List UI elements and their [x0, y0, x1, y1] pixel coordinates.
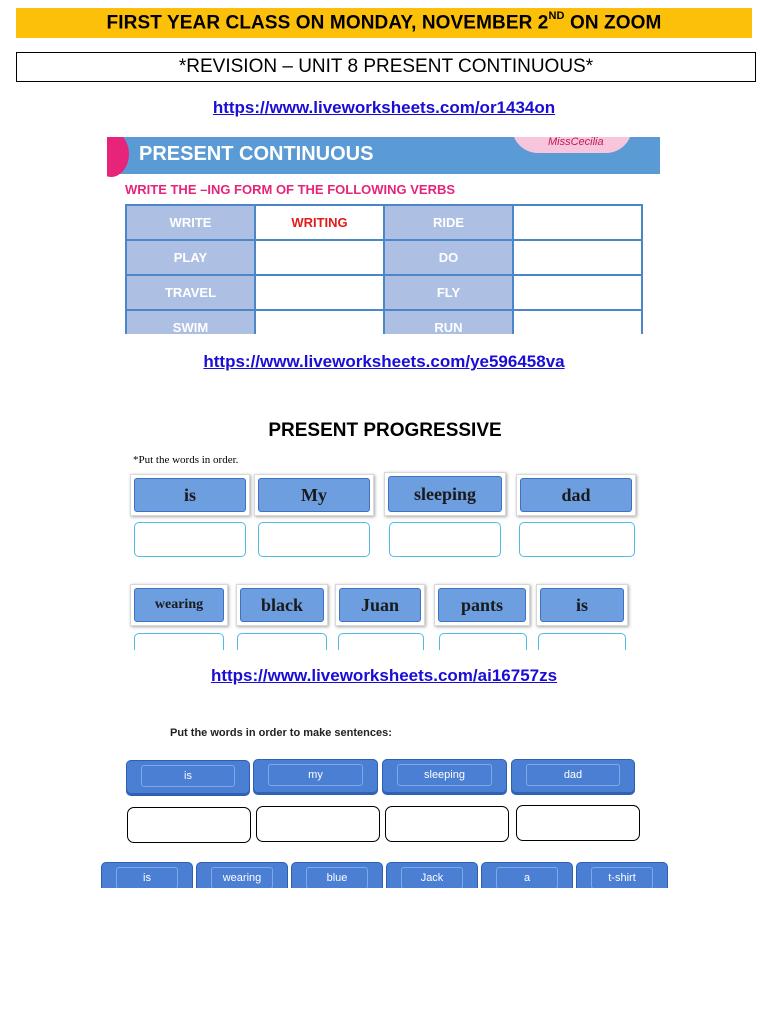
worksheet-1-image — [107, 137, 660, 334]
word-tile-label: is — [141, 765, 235, 787]
word-tile-label: is — [116, 867, 178, 888]
word-tile-label: black — [240, 588, 324, 622]
title-main-text: FIRST YEAR CLASS ON MONDAY, NOVEMBER 2 — [106, 12, 549, 34]
word-tile-label: wearing — [134, 588, 224, 622]
table-row — [126, 275, 642, 310]
word-tile[interactable] — [101, 862, 193, 888]
table-row — [126, 240, 642, 275]
answer-slot[interactable] — [258, 522, 370, 557]
link-row-1 — [0, 98, 768, 118]
page-title — [106, 9, 662, 34]
answer-slot[interactable] — [538, 633, 626, 650]
answer-slot[interactable] — [134, 633, 224, 650]
word-tile[interactable] — [196, 862, 288, 888]
word-tile-label: dad — [526, 764, 620, 786]
word-tile[interactable] — [511, 759, 635, 795]
word-tile[interactable] — [236, 584, 328, 626]
word-tile[interactable] — [386, 862, 478, 888]
answer-cell[interactable] — [513, 240, 642, 275]
word-tile[interactable] — [130, 584, 228, 626]
word-tile[interactable] — [481, 862, 573, 888]
word-tile[interactable] — [516, 474, 636, 516]
link-row-2 — [0, 352, 768, 372]
answer-slot[interactable] — [338, 633, 424, 650]
answer-cell[interactable] — [513, 275, 642, 310]
answer-cell[interactable]: WRITING — [255, 205, 384, 240]
word-tile[interactable] — [130, 474, 250, 516]
verb-cell: TRAVEL — [126, 275, 255, 310]
worksheet-link-3[interactable]: https://www.liveworksheets.com/ai16757zs — [210, 666, 558, 685]
word-tile-label: Juan — [339, 588, 421, 622]
word-tile-label: Jack — [401, 867, 463, 888]
answer-slot[interactable] — [389, 522, 501, 557]
word-tile[interactable] — [254, 474, 374, 516]
answer-slot[interactable] — [237, 633, 327, 650]
worksheet-2-title: PRESENT PROGRESSIVE — [268, 420, 502, 441]
subtitle-box — [16, 52, 756, 82]
word-tile[interactable] — [434, 584, 530, 626]
table-row — [126, 205, 642, 240]
word-tile-label: pants — [438, 588, 526, 622]
word-tile-label: my — [268, 764, 363, 786]
page-title-bar — [16, 8, 752, 38]
verb-cell: DO — [384, 240, 513, 275]
word-tile[interactable] — [384, 472, 506, 516]
verb-cell: RUN — [384, 310, 513, 334]
answer-cell[interactable] — [513, 310, 642, 334]
verb-table — [125, 204, 643, 334]
worksheet-1-signature: MissCecilia — [548, 137, 604, 148]
word-tile[interactable] — [576, 862, 668, 888]
worksheet-link-2[interactable]: https://www.liveworksheets.com/ye596458va — [203, 352, 565, 371]
worksheet-link-1[interactable]: https://www.liveworksheets.com/or1434on — [212, 98, 556, 117]
subtitle-text: *REVISION – UNIT 8 PRESENT CONTINUOUS* — [178, 56, 594, 77]
word-tile-label: sleeping — [388, 476, 502, 512]
word-tile[interactable] — [335, 584, 425, 626]
answer-slot[interactable] — [385, 806, 509, 842]
verb-cell: SWIM — [126, 310, 255, 334]
word-tile-label: a — [496, 867, 558, 888]
link-row-3 — [0, 666, 768, 686]
word-tile-label: is — [540, 588, 624, 622]
worksheet-1-title: PRESENT CONTINUOUS — [139, 143, 374, 165]
word-tile-label: t-shirt — [591, 867, 653, 888]
answer-slot[interactable] — [256, 806, 380, 842]
verb-cell: WRITE — [126, 205, 255, 240]
word-tile-label: is — [134, 478, 246, 512]
answer-cell[interactable] — [255, 240, 384, 275]
word-tile[interactable] — [536, 584, 628, 626]
verb-cell: FLY — [384, 275, 513, 310]
answer-slot[interactable] — [519, 522, 635, 557]
worksheet-3-instruction: Put the words in order to make sentences: — [170, 727, 392, 739]
word-tile[interactable] — [126, 760, 250, 796]
answer-slot[interactable] — [134, 522, 246, 557]
answer-slot[interactable] — [127, 807, 251, 843]
answer-cell[interactable] — [513, 205, 642, 240]
word-tile[interactable] — [253, 759, 378, 795]
worksheet-1-instruction: WRITE THE –ING FORM OF THE FOLLOWING VERBS — [125, 182, 456, 197]
answer-slot[interactable] — [516, 805, 640, 841]
answer-cell[interactable] — [255, 275, 384, 310]
word-tile[interactable] — [382, 759, 507, 795]
worksheet-3-image — [100, 722, 670, 888]
word-tile-label: sleeping — [397, 764, 492, 786]
worksheet-2-instruction: *Put the words in order. — [133, 454, 239, 466]
answer-cell[interactable] — [255, 310, 384, 334]
verb-cell: RIDE — [384, 205, 513, 240]
verb-cell: PLAY — [126, 240, 255, 275]
word-tile[interactable] — [291, 862, 383, 888]
word-tile-label: blue — [306, 867, 368, 888]
word-tile-label: wearing — [211, 867, 273, 888]
answer-slot[interactable] — [439, 633, 527, 650]
word-tile-label: dad — [520, 478, 632, 512]
title-superscript: ND — [548, 9, 565, 22]
worksheet-2-image — [120, 412, 650, 650]
title-end-text: ON ZOOM — [564, 12, 662, 34]
table-row — [126, 310, 642, 334]
word-tile-label: My — [258, 478, 370, 512]
